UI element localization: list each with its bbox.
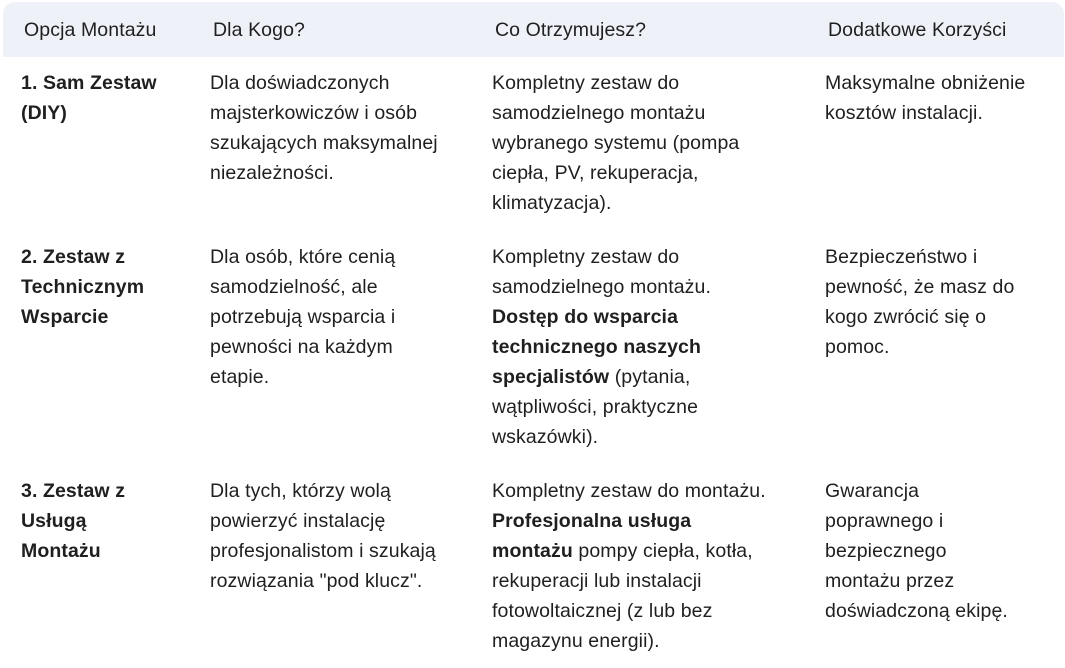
- row1-for-whom-line: Dla doświadczonych: [210, 72, 390, 94]
- row2-option-line: 2. Zestaw z: [21, 246, 126, 268]
- row1-what-line: wybranego systemu (pompa: [492, 132, 740, 154]
- row3-benefit-line: Gwarancja: [825, 480, 920, 502]
- row3-for-whom-line: powierzyć instalację: [210, 510, 386, 532]
- header-what-you-get: Co Otrzymujesz?: [495, 19, 647, 41]
- row3-what-rest-text: pompy ciepła, kotła,: [572, 540, 753, 562]
- row3-for-whom: [210, 476, 475, 596]
- row3-what-you-get: [492, 476, 807, 656]
- row2-for-whom-line: samodzielność, ale: [210, 276, 378, 298]
- row3-benefit-line: montażu przez: [825, 570, 955, 592]
- row2-for-whom-line: etapie.: [210, 366, 270, 388]
- row2-for-whom: [210, 242, 475, 392]
- row1-option-line: 1. Sam Zestaw: [21, 72, 157, 94]
- row3-for-whom-line: Dla tych, którzy wolą: [210, 480, 391, 502]
- row1-benefit-line: kosztów instalacji.: [825, 102, 983, 124]
- row3-what-line: fotowoltaicznej (z lub bez: [492, 600, 713, 622]
- row3-what-bold-text: montażu: [492, 540, 573, 562]
- row2-what-bold-line: Dostęp do wsparcia: [492, 306, 679, 328]
- row3-benefit-line: doświadczoną ekipę.: [825, 600, 1008, 622]
- row2-option-line: Wsparcie: [21, 306, 109, 328]
- row1-for-whom-line: szukających maksymalnej: [210, 132, 438, 154]
- row3-what-line: Kompletny zestaw do montażu.: [492, 480, 766, 502]
- row2-what-bold-line: technicznego naszych: [492, 336, 701, 358]
- row2-what-line: Kompletny zestaw do: [492, 246, 680, 268]
- row3-option-line: Usługą: [21, 510, 87, 532]
- row2-what-bold-text: specjalistów: [492, 366, 610, 388]
- header-for-whom: Dla Kogo?: [213, 19, 305, 41]
- row3-what-line: rekuperacji lub instalacji: [492, 570, 702, 592]
- row3-what-mixed-line: [492, 536, 807, 566]
- row1-what-line: ciepła, PV, rekuperacja,: [492, 162, 699, 184]
- row3-benefit-line: poprawnego i: [825, 510, 944, 532]
- row3-option: [21, 476, 191, 566]
- row2-benefit-line: pomoc.: [825, 336, 890, 358]
- row2-what-rest-text: (pytania,: [609, 366, 691, 388]
- row3-what-line: magazynu energii).: [492, 630, 660, 652]
- row2-option: [21, 242, 191, 332]
- row1-benefit-line: Maksymalne obniżenie: [825, 72, 1026, 94]
- row2-option-line: Technicznym: [21, 276, 145, 298]
- row3-what-bold-line: Profesjonalna usługa: [492, 510, 692, 532]
- header-option: Opcja Montażu: [24, 19, 157, 41]
- row1-benefits: [825, 68, 1060, 128]
- row2-what-mixed-line: [492, 362, 807, 392]
- row2-for-whom-line: potrzebują wsparcia i: [210, 306, 396, 328]
- row3-benefits: [825, 476, 1060, 626]
- row1-option-line: (DIY): [21, 102, 67, 124]
- header-extra-benefits: Dodatkowe Korzyści: [828, 19, 1007, 41]
- row3-benefit-line: bezpiecznego: [825, 540, 947, 562]
- table-header: [3, 2, 1064, 57]
- row1-what-line: samodzielnego montażu: [492, 102, 706, 124]
- row2-benefit-line: kogo zwrócić się o: [825, 306, 987, 328]
- row1-option: [21, 68, 191, 128]
- row3-option-line: 3. Zestaw z: [21, 480, 126, 502]
- row1-for-whom: [210, 68, 475, 188]
- row2-what-line: wskazówki).: [492, 426, 599, 448]
- row2-benefit-line: Bezpieczeństwo i: [825, 246, 978, 268]
- row3-for-whom-line: profesjonalistom i szukają: [210, 540, 436, 562]
- row2-what-you-get: [492, 242, 807, 452]
- row3-for-whom-line: rozwiązania "pod klucz".: [210, 570, 423, 592]
- row1-what-line: Kompletny zestaw do: [492, 72, 680, 94]
- row1-for-whom-line: niezależności.: [210, 162, 334, 184]
- row1-for-whom-line: majsterkowiczów i osób: [210, 102, 418, 124]
- row1-what-line: klimatyzacja).: [492, 192, 612, 214]
- row2-what-line: samodzielnego montażu.: [492, 276, 711, 298]
- row3-option-line: Montażu: [21, 540, 101, 562]
- row2-for-whom-line: Dla osób, które cenią: [210, 246, 396, 268]
- row2-what-line: wątpliwości, praktyczne: [492, 396, 699, 418]
- row2-benefits: [825, 242, 1060, 362]
- row2-for-whom-line: pewności na każdym: [210, 336, 393, 358]
- row2-benefit-line: pewność, że masz do: [825, 276, 1015, 298]
- row1-what-you-get: [492, 68, 807, 218]
